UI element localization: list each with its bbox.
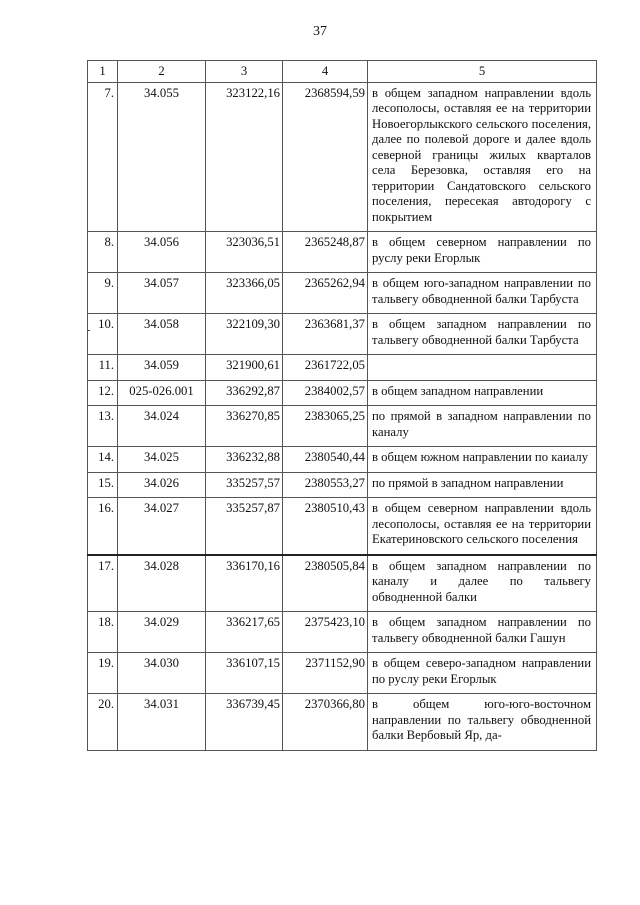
boundary-description: в общем западном направлении [368, 380, 597, 406]
point-code: 34.055 [118, 82, 206, 232]
table-row [88, 314, 597, 355]
row-number: 18. [88, 612, 118, 653]
point-code: 34.024 [118, 406, 206, 447]
coord-y: 2370366,80 [283, 694, 368, 751]
row-number: 12. [88, 380, 118, 406]
point-code: 34.059 [118, 355, 206, 381]
coord-y: 2380553,27 [283, 472, 368, 498]
row-number: 7. [88, 82, 118, 232]
table-row [88, 355, 597, 381]
header-col-5: 5 [368, 61, 597, 83]
header-col-4: 4 [283, 61, 368, 83]
header-col-3: 3 [206, 61, 283, 83]
table-row [88, 273, 597, 314]
page-number: 37 [313, 24, 327, 39]
coord-x: 323036,51 [206, 232, 283, 273]
coord-y: 2363681,37 [283, 314, 368, 355]
row-number: 9. [88, 273, 118, 314]
row-number: 19. [88, 653, 118, 694]
coord-x: 321900,61 [206, 355, 283, 381]
row-number: 16. [88, 498, 118, 555]
table-header-row [88, 61, 597, 83]
table-row [88, 498, 597, 555]
row-number: 13. [88, 406, 118, 447]
point-code: 34.027 [118, 498, 206, 555]
coord-x: 336232,88 [206, 447, 283, 473]
boundary-description: в общем западном направлении по каналу и далее по тальвегу обводненной балки [368, 555, 597, 612]
boundary-description: в общем юго-западном направлении по тальвегу обводненной балки Тарбуста [368, 273, 597, 314]
row-number: 15. [88, 472, 118, 498]
table-row [88, 653, 597, 694]
point-code: 34.031 [118, 694, 206, 751]
point-code: 34.029 [118, 612, 206, 653]
boundary-description: в общем западном направлении вдоль лесополосы, оставляя ее на территории Новоегорлыкского сельского поселения, далее по полевой дороге и далее вдоль северной границы жилых кварталов села Березовка, оставляя его на территории Сандатовского сельского поселения, пересекая автодорогу с покрытием [368, 82, 597, 232]
table-row [88, 472, 597, 498]
coord-y: 2361722,05 [283, 355, 368, 381]
boundary-description: в общем западном направлении по тальвегу обводненной балки Тарбуста [368, 314, 597, 355]
coord-y: 2380505,84 [283, 555, 368, 612]
boundary-description: в общем южном направлении по каиалу [368, 447, 597, 473]
coord-y: 2380510,43 [283, 498, 368, 555]
coord-y: 2368594,59 [283, 82, 368, 232]
coord-x: 323366,05 [206, 273, 283, 314]
row-number: 11. [88, 355, 118, 381]
coord-x: 323122,16 [206, 82, 283, 232]
table-row [88, 555, 597, 612]
table-row [88, 380, 597, 406]
coord-x: 336170,16 [206, 555, 283, 612]
coord-x: 336270,85 [206, 406, 283, 447]
coord-y: 2384002,57 [283, 380, 368, 406]
coord-x: 336107,15 [206, 653, 283, 694]
row-number: 8. [88, 232, 118, 273]
boundary-description: по прямой в западном направлении по каналу [368, 406, 597, 447]
boundary-description: в общем западном направлении по тальвегу обводненной балки Гашун [368, 612, 597, 653]
coord-x: 335257,87 [206, 498, 283, 555]
coord-x: 335257,57 [206, 472, 283, 498]
point-code: 34.025 [118, 447, 206, 473]
coord-y: 2375423,10 [283, 612, 368, 653]
boundary-description: в общем северном направлении по руслу реки Егорлык [368, 232, 597, 273]
boundary-description: в общем юго-юго-восточном направлении по тальвегу обводненной балки Вербовый Яр, да- [368, 694, 597, 751]
table-row [88, 406, 597, 447]
header-col-2: 2 [118, 61, 206, 83]
table-row [88, 447, 597, 473]
coord-y: 2383065,25 [283, 406, 368, 447]
coord-x: 336292,87 [206, 380, 283, 406]
coord-x: 336739,45 [206, 694, 283, 751]
row-number: 20. [88, 694, 118, 751]
table-row [88, 82, 597, 232]
boundary-points-table [87, 60, 597, 751]
boundary-description: в общем северо-западном направлении по руслу реки Егорлык [368, 653, 597, 694]
point-code: 34.056 [118, 232, 206, 273]
boundary-description: в общем северном направлении вдоль лесополосы, оставляя ее на территории Екатериновского сельского поселения [368, 498, 597, 555]
point-code: 34.058 [118, 314, 206, 355]
coord-x: 322109,30 [206, 314, 283, 355]
point-code: 34.030 [118, 653, 206, 694]
boundary-description: по прямой в западном направлении [368, 472, 597, 498]
point-code: 34.057 [118, 273, 206, 314]
table-row [88, 612, 597, 653]
row-number: 14. [88, 447, 118, 473]
coord-y: 2365248,87 [283, 232, 368, 273]
coord-y: 2371152,90 [283, 653, 368, 694]
point-code: 34.026 [118, 472, 206, 498]
point-code: 34.028 [118, 555, 206, 612]
coord-x: 336217,65 [206, 612, 283, 653]
point-code: 025-026.001 [118, 380, 206, 406]
table-row [88, 232, 597, 273]
table-row [88, 694, 597, 751]
row-number: 17. [88, 555, 118, 612]
coord-y: 2365262,94 [283, 273, 368, 314]
header-col-1: 1 [88, 61, 118, 83]
boundary-description [368, 355, 597, 381]
coord-y: 2380540,44 [283, 447, 368, 473]
row-number: 10. [88, 314, 118, 355]
